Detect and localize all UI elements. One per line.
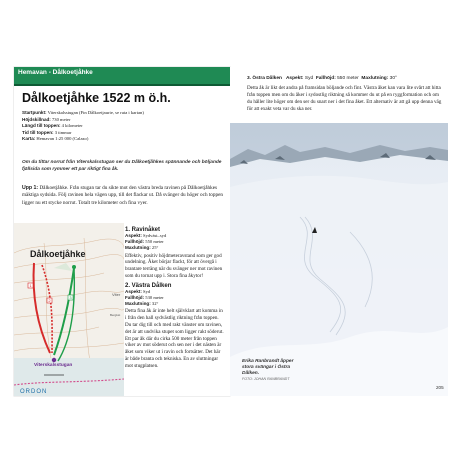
aspect-label: Aspekt: <box>125 233 142 238</box>
section-1-text: Effektiv, positiv höjdmeteravstand som ger god undelning. Åket börjar flackt, för att övergå i brantare terräng när du svänger ner mot ravinen som du tornat upp i. Stora fina åkytor! <box>125 252 223 279</box>
route-marker: 3 <box>69 295 72 300</box>
page-number: 205 <box>436 385 444 390</box>
photo-caption <box>242 359 304 381</box>
caption-text: Erika Ranbrandt åpper stora svängar i Östra Dålken. <box>242 359 294 376</box>
section-3-title: 3. Östra Dålken <box>247 76 282 81</box>
section-1-slope <box>125 245 225 251</box>
descent-sections <box>125 225 225 373</box>
fact-value: 3 timmar <box>53 129 72 135</box>
map-side-label: Viter <box>112 292 121 297</box>
summit-marker <box>72 265 76 269</box>
page-title: Dålkoetjåhke 1522 m ö.h. <box>22 91 171 105</box>
fact-value: 4 kilometer <box>60 123 83 129</box>
intro-paragraph: Om du tittar norrut från Viterskalsstugan ser du Dålkoetjåhkes spännande och böljande fjällsida som rymmer ett par riktigt fina åk. <box>22 160 222 172</box>
section-2-text: Detta fina åk är inte helt självklart att komma in i från den hall sydvästlig riktning från toppen. Du tar dig till och med rakt vänster om ravinen, det är att undvika stupet som ligger rakt söderut. Ett par åk där du cirka 500 meter från toppen viker av mot söderut och sen ner i det nästen är åket som viker ut i ravin och fortsätter. Det här är både branta och tekniska. En av sluttningar mot stugplatsen. <box>125 308 224 369</box>
ascent-paragraph <box>22 185 227 207</box>
section-2-slope <box>125 301 225 307</box>
fact-row <box>22 130 227 137</box>
section-3-header <box>247 76 445 81</box>
aspect-label: Aspekt: <box>285 76 304 81</box>
section-3-box <box>230 67 448 123</box>
slope-label: Maxlutning: <box>125 301 151 307</box>
slope-value: 32° <box>150 301 159 307</box>
chapter-band <box>14 67 230 86</box>
section-3-text: Detta åk är likt det andra på framsidan böljande och fint. Västra åket kan vara lite svårt att hitta från toppen men om du åker i sydostlig riktning så kommer du ut på en ryggformation och om du håller lite höger om den ser du snart ner i det fina åket. Ett alternativ är att gå upp denna väg för att exakt veta var du ska ner. <box>247 85 442 112</box>
fact-label: Karta: <box>22 136 36 142</box>
fall-value: 550 meter <box>144 239 164 245</box>
chapter-title: Hemavan - Dålkoetjåhke <box>18 69 93 76</box>
left-page <box>14 67 230 396</box>
section-2-title: 2. Västra Dålken <box>125 282 172 289</box>
fall-label: Fallhöjd: <box>315 76 336 81</box>
fall-label: Fallhöjd: <box>125 239 145 245</box>
fact-row <box>22 136 227 143</box>
fall-value: 550 meter <box>335 76 359 81</box>
map-station-label: Viterskalsstugan <box>34 363 73 368</box>
fact-row <box>22 117 227 124</box>
route-marker: 1 <box>29 283 32 288</box>
fact-label: Höjdskillnad: <box>22 116 51 122</box>
map-peak-label: Dålkoetjåhke <box>30 249 86 259</box>
photo-credit: FOTO: JOHAN RANBRANDT <box>242 377 290 381</box>
fact-value: 730 meter <box>50 116 71 122</box>
fact-label: Längd till toppen: <box>22 123 61 129</box>
slope-label: Maxlutning: <box>361 76 389 81</box>
fact-value: Hemavan 1:25 000 (Calazo) <box>35 136 89 142</box>
fact-label: Tid till toppen: <box>22 129 54 135</box>
aspect-label: Aspekt: <box>125 288 142 294</box>
fact-value: Viterskalsstugan (Fin Dålkoetjaurie, se ruta i kartan) <box>46 110 144 115</box>
fact-label: Startpunkt: <box>22 110 47 115</box>
facts-list <box>22 110 227 143</box>
aspect-value: Sydväst–syd <box>141 233 167 238</box>
right-page <box>230 67 448 396</box>
map-south-label: ORDON <box>20 389 48 395</box>
fall-value: 530 meter <box>144 295 164 300</box>
map-small-label: Bergkst <box>110 313 121 317</box>
route-map <box>14 223 124 396</box>
slope-value: 30° <box>388 76 397 81</box>
slope-label: Maxlutning: <box>125 245 151 251</box>
station-marker <box>52 358 56 362</box>
slope-value: 25° <box>150 245 159 251</box>
aspect-value: Syd <box>303 76 314 81</box>
route-marker: 2 <box>48 298 51 303</box>
section-1-title: 1. Ravinåket <box>125 227 161 233</box>
aspect-value: Syd <box>141 288 151 294</box>
ascent-text: Dålkoetjåhke. Från stugan tar du sikte mot den västra breda ravinen på Dålkoetjåhkes mäktiga sydsida. Följ ravinen hela vägen upp, till det flackar ut. Då svänger du höger och toppen ligger nu ett stycke norrut. Totalt tre kilometer och fina vyer. <box>22 185 223 206</box>
ascent-label: Upp 1: <box>22 185 39 191</box>
fact-row <box>22 123 227 130</box>
fact-row <box>22 110 227 117</box>
fall-label: Fallhöjd: <box>125 295 145 300</box>
